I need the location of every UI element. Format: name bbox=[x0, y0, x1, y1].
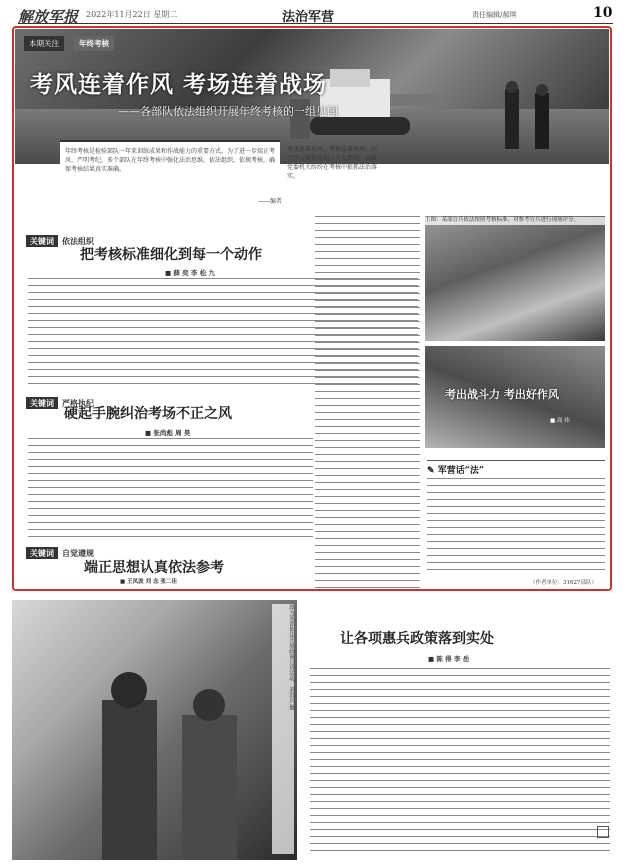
feature-intro: 年终考核是检验部队一年来训练成果和作战能力的重要方式。为了进一步端正考风、严明考纪，多个部队在年终考核中强化法治思维，依法组织，依规考核，确保考核结果真实准确。 bbox=[60, 140, 280, 210]
article1-title: 把考核标准细化到每一个动作 bbox=[80, 247, 262, 263]
end-note: （作者单位：31627部队） bbox=[530, 580, 597, 586]
diary-title-text: 军营话“法” bbox=[437, 466, 485, 476]
tag-label: 本期关注 bbox=[24, 36, 64, 51]
masthead-logo: 解放军报 bbox=[18, 8, 79, 26]
editor-credit: 责任编辑/郝琪 bbox=[472, 11, 517, 19]
header-rule bbox=[18, 23, 613, 24]
page-number: 10 bbox=[593, 5, 613, 21]
section-title: 法治军营 bbox=[282, 10, 335, 25]
intro-author: ——编者 bbox=[258, 198, 283, 205]
article3-title: 端正思想认真依法参考 bbox=[84, 560, 224, 576]
feature-frame bbox=[12, 26, 612, 591]
feature-headline: 考风连着作风 考场连着战场 bbox=[30, 71, 328, 98]
end-mark bbox=[597, 826, 609, 838]
right-photo-caption: 上图：某部官兵依法按照考核标准，对参考官兵进行现场评分。 bbox=[425, 217, 605, 225]
keyword-label: 关键词 bbox=[26, 235, 58, 247]
article2-title: 硬起手腕纠治考场不正之风 bbox=[64, 406, 232, 422]
diary-icon: ✎ bbox=[427, 466, 438, 476]
feature-intro-2: 考风连着作风，考场连着战场。结合学习贯彻党的二十大精神，各级党委机关纷纷在考核中狠抓法治落实。 bbox=[287, 146, 378, 180]
article2-byline: ■ 张尚彪 周 昊 bbox=[145, 429, 191, 437]
keyword-label: 关键词 bbox=[26, 397, 58, 409]
keyword-text: 依法组织 bbox=[62, 236, 94, 246]
header-date: 2022年11月22日 星期二 bbox=[86, 10, 178, 19]
tag-topic: 年终考核 bbox=[74, 36, 114, 51]
article3-byline: ■ 王凤波 刘 念 张二佳 bbox=[120, 579, 177, 585]
bottom-article-byline: ■ 陈 得 李 岳 bbox=[428, 655, 470, 663]
bottom-article-body bbox=[310, 668, 610, 856]
bottom-photo bbox=[12, 600, 297, 860]
right-photo-title: 考出战斗力 考出好作风 bbox=[445, 388, 559, 401]
article1-byline: ■ 薛 奕 李 松 九 bbox=[165, 269, 215, 277]
soldiers-photo-figures bbox=[72, 660, 272, 860]
keyword-text: 自觉遵规 bbox=[62, 548, 94, 558]
keyword-text: 严格执纪 bbox=[62, 398, 94, 408]
keyword-label: 关键词 bbox=[26, 547, 58, 559]
bottom-article-title: 让各项惠兵政策落到实处 bbox=[340, 631, 494, 647]
right-photo-author: ■ 高 伟 bbox=[550, 418, 570, 424]
bottom-photo-caption: 图为某部依法开展政策宣讲活动。刘洪兵 摄 bbox=[272, 604, 294, 854]
feature-subheadline: ——各部队依法组织开展年终考核的一组见闻 bbox=[118, 105, 338, 118]
